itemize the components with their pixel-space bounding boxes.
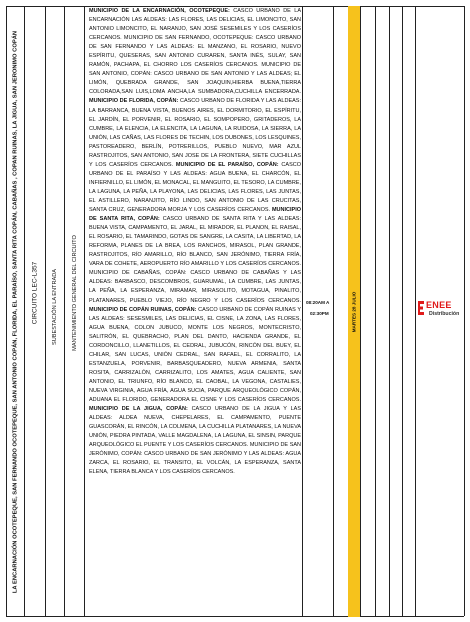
substation-cell [46, 7, 64, 616]
col-border-5 [302, 6, 303, 616]
col-border-10 [389, 6, 390, 616]
municipio-detail-1: CASCO URBANO DE LA ENCARNACIÓN LAS ALDEAS: LAS FLORES, LAS DELICIAS, EL LIMONCITO, SAN ANTONIO LIMONCITO, EL NARANJO, SAN JOSÉ SESEMILES Y LOS CASERÍOS CERCANOS. MUNICIPIO DE SAN FERNANDO, OCOTEPEQUE: CASCO URBANO DE SAN FERNANDO Y LAS ALDEAS: EL MANZANO, EL ROSARIO, NUEVO ESPÍRITU, QUESERAS, SAN ANTONIO CURAREN, SANTA INÉS, SULAY, SAN RAMÓN, PACHAPA, EL CHORRO LOS CASERÍOS CERCANOS. MUNICIPIO DE SAN ANTONIO, COPÁN: CASCO URBANO DE SAN ANTONIO Y LAS ALDEAS; EL LIMÓN, QUEBRADA GRANDE, SAN JOAQUIN,HIERBA BUENA,TIERRA COLORADA,SAN LUIS,LOMA ANCHA,LA SUMBADORA,CUCHILLA ENCERRADA. [89, 8, 301, 96]
circuit-cell [25, 7, 45, 616]
date-text: MARTES 28 JULIO [351, 291, 357, 332]
enee-logo-brand: ENEE [426, 300, 452, 310]
municipio-heading-6: MUNICIPIO DE LA JIGUA, COPÁN: [89, 406, 188, 413]
municipio-detail-3: CASCO URBANO DE EL PARAÍSO Y LAS ALDEAS: AGUA BUENA, EL CHARCÓN, EL INFIERNILLO, EL LIMÓN, EL MONACAL, EL MANGUITO, EL TESORO, LA CUMBRE, LA LAGUNA, LA PEÑA, LA PLAYONA, LAS DELICIAS, LAS FLORES, LAS JUNTAS, EL ASTILLERO, NARANJITO, RÍO LINDO, SAN ANTONIO DE LAS CRUCITAS, SANTA CRUZ, GENERADORA MORJA Y LOS CASERÍOS CERCANOS. [89, 161, 302, 214]
col-border-8 [360, 6, 361, 616]
col-border-13 [464, 6, 465, 616]
municipio-heading-5: MUNICIPIO DE COPÁN RUINAS, COPÁN: [89, 306, 197, 313]
enee-logo-mark-icon [418, 301, 424, 315]
enee-logo [417, 297, 463, 321]
substation-text: SUBESTACIÓN LA ENTRADA [52, 268, 58, 345]
enee-logo-sub: Distribución [429, 311, 460, 317]
sectors-cell [7, 7, 24, 616]
col-border-12 [415, 6, 416, 616]
municipio-heading-4: MUNICIPIO DE SANTA RITA, COPÁN: [89, 207, 301, 223]
date-cell [348, 7, 360, 616]
col-border-4 [84, 6, 85, 616]
municipio-detail-4: CASCO URBANO DE SANTA RITA Y LAS ALDEAS: BUENA VISTA, CAMPAMENTO, EL JARAL, EL MIRADOR, EL PLANON, EL RAISAL, EL ROSARIO, EL TAMARINDO, GOTAS DE SANGRE, LA CASITA, LA LIBERTAD, LA REFORMA, PLANES DE LA BREA, LOS RANCHOS, MIRASOL, PLAN GRANDE, RASTROJITOS, RÍO AMARILLO, RÍO BLANCO, SAN JERÓNIMO, TIERRA FRÍA, VARA DE COHETE, AEROPUERTO RÍO AMARILLO Y LOS CASERÍOS CERCANOS. MUNICIPIO DE CABAÑAS, COPÁN: CASCO URBANO DE CABAÑAS Y LAS ALDEAS: BARBASCO, DESCOMBROS, GUARUMAL, LA CUMBRE, LAS JUNTAS, LA PEÑA, LA ESPERANZA, MIRAMAR, MIRASOLITO, MOTAGUA, PINALITO, PLATANARES, PUEBLO VIEJO, RÍO NEGRO Y LOS CASERÍOS CERCANOS. [89, 216, 301, 304]
municipio-heading-3: MUNICIPIO DE EL PARAÍSO, COPÁN: [175, 161, 279, 168]
municipio-detail-2: CASCO URBANO DE FLORIDA Y LAS ALDEAS: LA BARRANCA, BUENA VISTA, BUENOS AIRES, EL DORMITORIO, EL ESPÍRITU, EL JARDÍN, EL PORVENIR, EL ROSARIO, EL SOMPOPERO, GRITADEROS, LA CUMBRE, LA ELENCIA, LA ELENCITA, LA LAGUNA, LA RUIDOSA, LA SIERRA, LA UNIÓN, LAS CAÑAS, LAS FLORES DE TECHIN, LOS DUBONES, LOS LESQUINES, PASTOREADERO, BERLÍN, POTRERILLOS, PUEBLO NUEVO, MAR AZUL RASTROJITOS, SAN ANTONIO, SAN JOSE DE LA FRONTERA, SIETE CUCHILLAS Y LOS CASERÍOS CERCANOS. [89, 98, 301, 168]
time-to: 02:30PM [310, 311, 329, 316]
col-border-11 [402, 6, 403, 616]
municipio-heading-1: MUNICIPIO DE LA ENCARNACIÓN, OCOTEPEQUE: [89, 8, 230, 14]
municipio-detail-5: CASCO URBANO DE COPÁN RUINAS Y LAS ALDEAS: SESESMILES, LAS DELICIAS, EL CISNE, LA ZONA, LAS FLORES, AGUA BUENA, COLON JUBUCO, MONTE LOS NEGROS, MONTECRISTO, SALITRÓN, EL QUEBRACHO, PLAN DEL DANTO, HACIENDA GRANDE, EL CORDONCILLO, LLANETILLOS, EL CEDRAL, JUBUCÓN, RINCÓN DEL BUEY, EL CHILAR, SAN LUCAS, UNIÓN CEDRAL, SAN RAFAEL, EL CORRALITO, LA ESTANZUELA, PORVENIR, BARBASQUEADERO, NUEVA ARMENIA, SANTA ROSITA, CARRIZALÓN, CARRIZALITO, LOS AMATES, AGUA CALIENTE, SAN ANTONIO, EL TRIUNFO, RÍO BLANCO, EL CAOBAL, LA VEGONA, CASTALIES, NUEVA VIRGINIA, AGUA FRÍA, AGUA SUCIA, PARQUE ARQUEOLÓGICO COPÁN, ADUANA EL FLORIDO, GENERADORA EL CISNE Y LOS CASERÍOS CERCANOS. [89, 306, 302, 404]
table-bottom-border [6, 616, 464, 617]
work-cell [65, 7, 84, 616]
col-border-6 [333, 6, 334, 616]
circuit-text: CIRCUITO LEC-L357 [31, 261, 39, 324]
col-border-9 [375, 6, 376, 616]
affected-areas-text [89, 7, 301, 477]
sectors-text: LA ENCARNACIÓN OCOTEPEQUE, SAN FERNANDO OCOTEPEQUE, SAN ANTONIO COPÁN, FLORIDA, EL PARAÍSO, SANTA RITA COPÁN, CABAÑAS , COPAN RUINAS, LA JIGUA, SAN JERONIMO COPÁN [12, 30, 19, 593]
work-text: MANTENIMIENTO GENERAL DEL CIRCUITO [71, 234, 78, 351]
municipio-heading-2: MUNICIPIO DE FLORIDA, COPÁN: [89, 98, 179, 105]
municipio-detail-6: CASCO URBANO DE LA JIGUA Y LAS ALDEAS: ALDEA NUEVA, CHEPELARES, EL CAMPAMENTO, PUENTE GUASCORÁN, EL RINCÓN, LA COLMENA, LA CUCHILLA PLATANARES, LA NUEVA UNIÓN, PIEDRA PINTADA, VALLE MAGDALENA, LA LAGUNA, EL SINSIN, PARQUE ARQUEOLÓGICO EL PUENTE Y LOS CASERÍOS CERCANOS. MUNICIPIO DE SAN JERÓNIMO, COPÁN: CASCO URBANO DE SAN JERÓNIMO Y LAS ALDEAS: AGUA ZARCA, EL ROSARIO, EL TRANSITO, EL VOLCÁN, LA ESPERANZA, SANTA ELENA, TIERRA BLANCA Y LOS CASERÍOS CERCANOS. [89, 406, 301, 476]
time-from: 08:20AM A [306, 300, 330, 305]
